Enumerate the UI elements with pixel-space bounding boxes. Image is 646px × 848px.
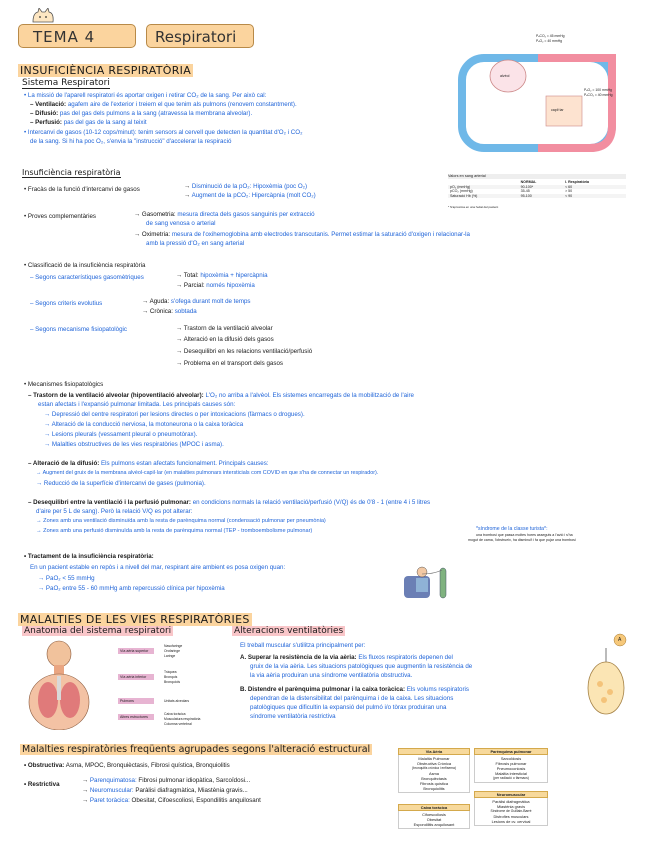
tv-item4: → Malalties obstructives de les vies respiratòries (MPOC i asma).	[44, 441, 224, 448]
tv-item3: → Lesions pleurals (vessament pleural o pneumotòrax).	[44, 431, 198, 438]
page-title: Respiratori	[155, 28, 237, 46]
oxi-line-cont: amb la pressió d'O₂ en sang arterial	[146, 240, 245, 247]
de-line: – Desequilibri entre la ventilació i la perfusió pulmonar: en condicions normals la relació ventilació/perfusió (V/Q) és de 0'8 - 1 (entre 4 i 5 litres	[28, 499, 431, 506]
box-caixa-toracica: Caixa toràcica Cifoescoliosis Obesitat Espondilitis anquilosant	[398, 804, 470, 829]
mech3-line: → Desequilibri en les relacions ventilació/perfusió	[176, 348, 313, 355]
diagram-capillary-label: capil·lar	[551, 108, 564, 112]
anat-right-2: Laringe	[164, 654, 176, 658]
frac-hipercapnia: → Augment de la pCO₂: Hipercàpnia (molt CO₂)	[184, 192, 316, 199]
anat-right-5: Bronquiols	[164, 680, 181, 684]
subtitle-anatomia: Anatomia del sistema respiratori	[24, 626, 172, 636]
parcial-line: → Parcial: només hipoxèmia	[176, 282, 255, 289]
mech1-line: → Trastorn de la ventilació alveolar	[176, 325, 273, 332]
tv-item2: → Alteració de la conducció nerviosa, la motoneurona o la caixa toràcica	[44, 421, 244, 428]
table-header-row: NORMAL I. Respiratòria	[520, 180, 590, 184]
tv-line: – Trastorn de la ventilació alveolar (hipoventilació alveolar): L'O₂ no arriba a l'alvèol. Els sistemes encarregats de la mobilització de l'aire	[28, 392, 414, 399]
tv-line-cont: estan afectats i l'expansió pulmonar limitada. Les principals causes són:	[38, 401, 236, 408]
anat-label-upper: Vía aèria superior	[118, 648, 154, 654]
lungs-illustration	[580, 630, 632, 720]
anat-right-9: Columna vertebral	[164, 722, 192, 726]
tema-badge	[18, 24, 136, 48]
table-note: * S'aproxima en una l'edat del pacient	[448, 205, 499, 209]
title-badge	[146, 24, 254, 48]
alt-line1: El treball muscular s'utilitza principalment per:	[240, 642, 366, 649]
parenq-line: → Parenquimatosa: Fibrosi pulmonar idiopàtica, Sarcoïdosi...	[82, 777, 251, 784]
anat-label-lower: Vía aèria inferior	[118, 674, 154, 680]
mech4-line: → Problema en el transport dels gasos	[176, 360, 283, 367]
anat-right-1: Orofaringe	[164, 649, 181, 653]
anat-label-other: Altres estructures	[118, 714, 154, 720]
gaso-line: → Gasometria: mesura directa dels gasos sanguinis per extracció	[134, 211, 315, 218]
obstructiva-line: • Obstructiva: Asma, MPOC, Bronquièctasis, Fibrosi quística, Bronquiolitis	[24, 762, 230, 769]
alt-a-line2: gruix de la via aèria. Les situacions patològiques que augmentin la resistència de	[250, 663, 473, 670]
frac-line: • Fracàs de la funció d'intercanvi de gasos	[24, 186, 140, 193]
alt-a-line3: la via aèria produiran una síndrome ventilatòria obstructiva.	[250, 672, 413, 679]
s1-line3: – Difusió: pas del gas dels pulmons a la sang (atravessa la membrana alveolar).	[30, 110, 253, 117]
s1-line5: • Intercanvi de gasos (10-12 cops/minut): tenim sensors al cervell que detecten la quantitat d'O₂ i CO₂	[24, 129, 303, 136]
tr-item1: → PaO₂ < 55 mmHg	[38, 575, 95, 582]
subtitle-sistema: Sistema Respiratori	[22, 78, 110, 88]
frac-hipoxemia: → Disminució de la pO₂: Hipoxèmia (poc O₂)	[184, 183, 308, 190]
table-caption: Valors en sang arterial	[448, 174, 626, 179]
anat-right-6: Unitats alveolars	[164, 699, 190, 703]
subtitle-alteracions: Alteracions ventilatòries	[234, 626, 344, 636]
alt-b-line3: patològiques que dificultin la expansió del pulmó i/o tòrax produiran una	[250, 704, 447, 711]
anat-right-7: Caixa toràcica	[164, 712, 186, 716]
section-title-insuficiencia: INSUFICIÈNCIA RESPIRATÒRIA	[20, 64, 192, 77]
alt-b-line2: dependran de la distensibilitat del parènquima i de la caixa. Les situacions	[250, 695, 454, 702]
ad-line: – Alteració de la difusió: Els pulmons estan afectats funcionalment. Principals causes:	[28, 460, 269, 467]
ad-item1: → Augment del gruix de la membrana alvèol-capil·lar (en malalties pulmonars intersticials com COVID en que s'ha de connectar un respirador).	[36, 470, 379, 476]
tr-item2: → PaO₂ entre 55 - 60 mmHg amb repercussió clínica per hipoxèmia	[38, 585, 225, 592]
s1-line2: – Ventilació: agafem aire de l'exterior i treiem el que tenim als pulmons (renovem constantment).	[30, 101, 297, 108]
table-row: pCO₂ (mmHg) 35-45 > 50	[450, 189, 573, 194]
tv-item1: → Depressió del centre respiratori per lesions directes o per intoxicacions (fàrmacs o drogues).	[44, 411, 305, 418]
cronica-line: → Crònica: sobtada	[142, 308, 197, 315]
alt-b-line4: síndrome ventilatòria restrictiva	[250, 713, 336, 720]
anat-right-0: Nasofaringe	[164, 644, 183, 648]
seg1-line: – Segons característiques gasomètriques	[30, 274, 144, 281]
diagram-top-label2: PₐO₂ = 40 mmHg	[536, 39, 563, 43]
circulation-diagram	[448, 28, 626, 168]
restrictiva-line: • Restrictiva	[24, 781, 60, 788]
table-row: Saturació Hb (%) 95-100 < 90	[448, 194, 626, 199]
section-title-malalties: MALALTIES DE LES VIES RESPIRATÒRIES	[20, 613, 250, 626]
de-note-line1: una trombosi que passa moltes hores asseguts a l'avió i s'ha	[476, 533, 573, 537]
ad-item2: → Reducció de la superfície d'intercanvi de gases (pulmonia).	[36, 480, 206, 487]
gaso-line-cont: de sang venosa o arterial	[146, 220, 216, 227]
seg3-line: – Segons mecanisme fisiopatològic	[30, 326, 127, 333]
alt-a-line: A. Superar la resistència de la via aèria: Els fluxos respiratoris depenen del	[240, 654, 453, 661]
mech2-line: → Alteració en la difusió dels gasos	[176, 336, 274, 343]
tr-line-a: En un pacient estable en repòs i a nivell del mar, respirant aire ambient es posa oxigen quan:	[30, 564, 286, 571]
class-line: • Classificació de la insuficiència respiratòria	[24, 262, 146, 269]
proves-line: • Proves complementàries	[24, 213, 96, 220]
diagram-top-label1: PₐCO₂ = 45 mmHg	[536, 34, 565, 38]
anat-label-lungs: Pulmons	[118, 698, 154, 704]
seg2-line: – Segons criteris evolutius	[30, 300, 103, 307]
de-note-title: *síndrome de la classe turista*:	[476, 526, 548, 532]
s1-line1: • La missió de l'aparell respiratori és aportar oxigen i retirar CO₂ de la sang. Per això cal:	[24, 92, 267, 99]
anat-right-4: Bronquis	[164, 675, 178, 679]
tr-line: • Tractament de la insuficiència respiratòria:	[24, 553, 154, 560]
s1-line6: de la sang. Si hi ha poc O₂, s'envia la "instrucció" d'accelerar la respiració	[30, 138, 232, 145]
subtitle-insuficiencia: Insuficiència respiratòria	[22, 168, 121, 177]
diagram-alveoli-label: alvèol	[500, 74, 510, 78]
box-via-aeria: Via Aèria Malaltia Pulmonar Obstructiva Crònica (bronquitis crònica i enfisema) Asma Bronquièctasis Fibrosis quística Bronquiolitis	[398, 748, 470, 793]
aguda-line: → Aguda: s'ofega durant molt de temps	[142, 298, 251, 305]
box-parenquima: Parènquima pulmonar Sarcoïdosis Fibrosis pulmonar Pneumoconiosis Malaltia intersticial (per radiació o fàrmacs)	[474, 748, 548, 783]
neuro-line: → Neuromuscular: Paràlisi diafragmàtica, Miastènia gravis...	[82, 787, 248, 794]
table-row: pO₂ (mmHg) 90-100* < 60	[448, 185, 626, 190]
tema-label: TEMA 4	[33, 28, 96, 46]
total-line: → Total: hipoxèmia + hipercàpnia	[176, 272, 268, 279]
de-item2: → Zones amb una perfusió disminuïda amb la resta de parènquima normal (TEP - tromboembolisme pulmonar)	[36, 528, 313, 534]
gasometry-table	[448, 174, 626, 220]
anat-right-8: Musculatura respiratòria	[164, 717, 201, 721]
anat-right-3: Tràquea	[164, 670, 177, 674]
lungs-label: A	[618, 637, 622, 643]
section-title-frequents: Malalties respiratòries freqüents agrupades segons l'alteració estructural	[22, 744, 371, 755]
de-line-cont: d'aire per 5 L de sang). Però la relació V/Q es pot alterar:	[36, 508, 193, 515]
anatomy-illustration	[24, 640, 220, 730]
diagram-right-label2: PₐCO₂ = 40 mmHg	[584, 93, 613, 97]
gas-table	[448, 180, 626, 198]
de-note-line2: mogut de cama, l'obstrueix, ha disminuït i fa que pujar una trombosi	[468, 538, 576, 542]
oxi-line: → Oximetria: mesura de l'oxihemoglobina amb electrodes transcutanis. Permet estimar la saturació d'oxigen i relacionar-la	[134, 231, 470, 238]
box-neuromuscular: Neuromuscular Paràlisi diafragmàtica Miastènia gravis Síndrome de Guillain-Barré Distrofies musculars Lesions de cv. cervical	[474, 791, 548, 826]
mec-line: • Mecanismes fisiopatològics	[24, 381, 104, 388]
de-item1: → Zones amb una ventilació disminuïda amb la resta de parènquima normal (condensació pulmonar per pneumònia)	[36, 518, 326, 524]
diagram-right-label1: PₐO₂ = 100 mmHg	[584, 88, 612, 92]
alt-b-line: B. Distendre el parènquima pulmonar i la caixa toràcica: Els volums respiratoris	[240, 686, 470, 693]
paret-line: → Paret toràcica: Obesitat, Cifoescoliosi, Espondilitis anquilosant	[82, 797, 261, 804]
oxygen-patient-illustration	[400, 560, 452, 604]
s1-line4: – Perfusió: pas del gas de la sang al teixit	[30, 119, 147, 126]
